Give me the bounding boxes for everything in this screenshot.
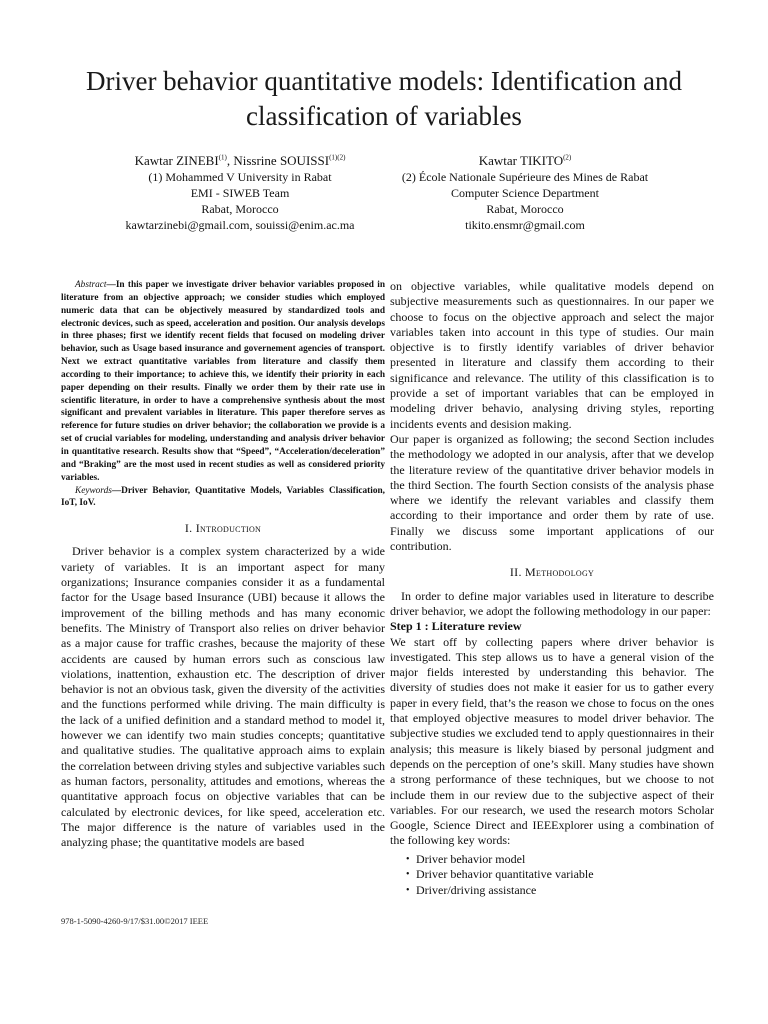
introduction-continued: on objective variables, while qualitative models depend on subjective measurements such as questionnaires. In our paper we choose to focus on the objective approach and select the major variables taken into account in this type of studies. Our main objective is to firstly identify variables of driver behavior presented in literature and classify them according to their significance and relevance. The utility of this classification is to provide a set of important variables that can be employed in modeling driver behavio, analysing driving styles, reporting incidents events and desision making. — [390, 279, 714, 431]
affiliation-left-2: EMI - SIWEB Team — [190, 186, 290, 200]
methodology-intro: In order to define major variables used in literature to describe driver behavior, we adopt the following methodology in our paper: — [390, 588, 714, 618]
bullet-icon: • — [406, 869, 410, 881]
keyword-list — [390, 852, 714, 899]
location-right: Rabat, Morocco — [486, 202, 564, 216]
email-right: tikito.ensmr@gmail.com — [465, 218, 585, 232]
emails-left: kawtarzinebi@gmail.com, souissi@enim.ac.ma — [125, 218, 355, 232]
section-heading-methodology: II. Methodology — [509, 565, 595, 580]
step1-heading: Step 1 : Literature review — [390, 619, 522, 634]
author-sup-2: (1)(2) — [329, 153, 346, 162]
author-names-left — [90, 153, 390, 169]
keyword-item-text: Driver behavior quantitative variable — [416, 867, 594, 882]
bullet-icon: • — [406, 853, 410, 865]
author-separator: , — [226, 153, 234, 168]
left-column — [61, 279, 385, 850]
list-item — [406, 867, 714, 883]
keyword-item-text: Driver behavior model — [416, 851, 526, 866]
right-column — [390, 279, 714, 898]
organization-paragraph: Our paper is organized as following; the second Section includes the methodology we adopted in our analysis, after that we develop the literature review of the quantitative driver behavior models in the third Section. The fourth Section consists of the analysis phase where we identify the relevant variables and classify them according to their importance and order them by rate of use. Finally we discuss some important applications of our contribution. — [390, 431, 714, 554]
abstract-lead: Abstract — [75, 280, 107, 290]
abstract-text: —In this paper we investigate driver behavior variables proposed in literature from an objective approach; we consider studies which employed numeric data that can be objectively measured by standardized tools and electronic devices, such as speed, acceleration and position. Our analysis develops in three phases; first we identify recent fields that focused on modeling driver behavior, such as Usage based insurance and governement agencies of transport. Next we extract quantitative variables from literature and classify them according to their importance; to achieve this, we identify their priority in each paper depending on their results. Finally we order them by their rate use in scientific literature, in order to have a comprehensive synthesis about the most significant and prevalent variables in literature. This paper therefore serves as reference for future studies on driver behavior; the collaboration we provide is a set of crucial variables for modeling, understanding and analysis driver behavior in quantitative research. Results show that “Speed”, “Acceleration/deceleration” and “Braking” are the most used in recent studies as well as considered priority variables. — [61, 280, 385, 483]
keyword-item-text: Driver/driving assistance — [416, 882, 537, 897]
affiliation-right-2: Computer Science Department — [451, 186, 599, 200]
introduction-paragraph: Driver behavior is a complex system characterized by a wide variety of variables. It is an important aspect for many organizations; Insurance companies consider it as a fundamental factor for the Usage based Insurance (UBI) because it allows the improvement of the billing methods and has many economic benefits. The Ministry of Transport also relies on driver behavior as a major cause for traffic crashes, because the majority of these accidents are caused by human errors such as conscious law violations, inattention, exhaustion etc. The description of driver behavior is not an obvious task, given the diversity of the activities and the functions performed while driving. The main difficulty is the lack of a unified definition and a standard method to model it, however we can identify two main studies concepts; quantitative and qualitative studies. The qualitative approach aims to explain the correlation between driving styles and subjective variables such as human factors, personality, attitudes and emotions, whereas the quantitative approach focus on objective variables that can be calculated by electronic devices, for like speed, acceleration etc. The major difference is the nature of variables used in the analyzing phase; the quantitative models are based — [61, 544, 385, 850]
keywords — [61, 485, 385, 511]
section-heading-introduction: I. Introduction — [184, 521, 262, 536]
author-name-zinebi: Kawtar ZINEBI — [134, 153, 219, 168]
author-block-right — [370, 153, 680, 233]
keywords-text: —Driver Behavior, Quantitative Models, Variables Classification, IoT, IoV. — [61, 485, 385, 509]
affiliation-left-1: (1) Mohammed V University in Rabat — [148, 170, 332, 184]
author-names-right — [370, 153, 680, 169]
list-item — [406, 883, 714, 899]
bullet-icon: • — [406, 884, 410, 896]
list-item — [406, 852, 714, 868]
paper-title: Driver behavior quantitative models: Identification and classification of variables — [85, 66, 683, 131]
author-name-souissi: Nissrine SOUISSI — [233, 153, 330, 168]
keywords-lead: Keywords — [75, 485, 112, 496]
affiliation-right-1: (2) École Nationale Supérieure des Mines de Rabat — [401, 170, 649, 184]
author-name-tikito: Kawtar TIKITO — [478, 153, 564, 168]
author-block-left — [90, 153, 390, 233]
copyright-footer: 978-1-5090-4260-9/17/$31.00©2017 IEEE — [61, 916, 209, 926]
step1-text: We start off by collecting papers where driver behavior is investigated. This step allows us to have a general vision of the major fields interested by understanding this behavior. The diversity of studies does not make it easier for us to gather every paper in every field, that’s the reason we chose to focus on the ones that employed objective measures to model driver behavior. The subjective studies we excluded tend to apply questionnaires in their analysis; this measure is likely biased by personal judgment and depends on the perception of one’s skill. Many studies have shown a strong performance of these techniques, but we choose to not include them in our review due to the subjective aspect of their variables. For our research, we used the research motors Scholar Google, Science Direct and IEEExplorer using a combination of the following key words: — [390, 634, 714, 848]
author-sup-1: (1) — [218, 153, 227, 162]
abstract — [61, 279, 385, 485]
author-sup-3: (2) — [563, 153, 572, 162]
location-left: Rabat, Morocco — [201, 202, 279, 216]
